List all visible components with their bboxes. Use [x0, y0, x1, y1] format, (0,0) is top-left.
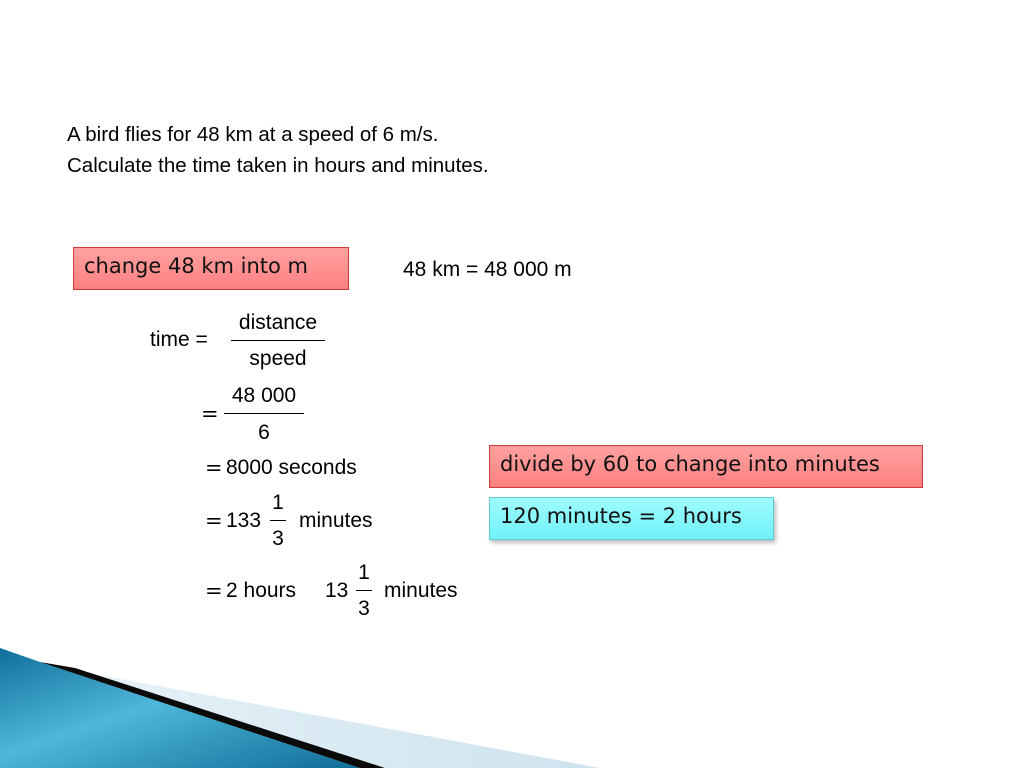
step-denominator: 6	[258, 421, 270, 444]
step-equals-2: =	[205, 456, 223, 480]
step-equals-4: =	[205, 579, 223, 603]
step-hm-unit: minutes	[384, 579, 458, 602]
step-hm-denominator: 3	[358, 597, 370, 620]
problem-line-1: A bird flies for 48 km at a speed of 6 m/s.	[67, 123, 439, 146]
step-equals-3: =	[205, 509, 223, 533]
callout-divide-60	[489, 445, 923, 488]
formula-denominator: speed	[249, 347, 307, 370]
step-hours: 2 hours	[226, 579, 297, 602]
step-hm-fraction-bar	[356, 590, 372, 591]
step-numerator: 48 000	[231, 384, 297, 407]
step-hm-numerator: 1	[358, 561, 370, 584]
step-minutes-fraction-bar	[270, 520, 286, 521]
step-minutes-whole: 133	[226, 509, 262, 532]
formula-numerator: distance	[238, 311, 318, 334]
step-fraction-bar	[224, 413, 304, 414]
problem-line-2: Calculate the time taken in hours and minutes.	[67, 154, 489, 177]
callout-convert-km-text: change 48 km into m	[84, 254, 309, 278]
decorative-banner	[0, 640, 1024, 768]
callout-convert-km	[73, 247, 349, 290]
callout-minutes-to-hours-text: 120 minutes = 2 hours	[500, 504, 742, 528]
step-equals-1: =	[201, 402, 219, 426]
callout-divide-60-text: divide by 60 to change into minutes	[500, 452, 880, 476]
callout-minutes-to-hours	[489, 497, 774, 540]
formula-lhs: time =	[150, 328, 208, 351]
conversion-text: 48 km = 48 000 m	[403, 258, 572, 281]
formula-fraction-bar	[231, 340, 325, 341]
step-minutes-denominator: 3	[272, 527, 284, 550]
step-minutes-numerator: 1	[272, 491, 284, 514]
problem-statement	[67, 119, 489, 181]
step-hm-whole: 13	[325, 579, 349, 602]
step-seconds: 8000 seconds	[226, 456, 357, 479]
step-minutes-unit: minutes	[299, 509, 373, 532]
